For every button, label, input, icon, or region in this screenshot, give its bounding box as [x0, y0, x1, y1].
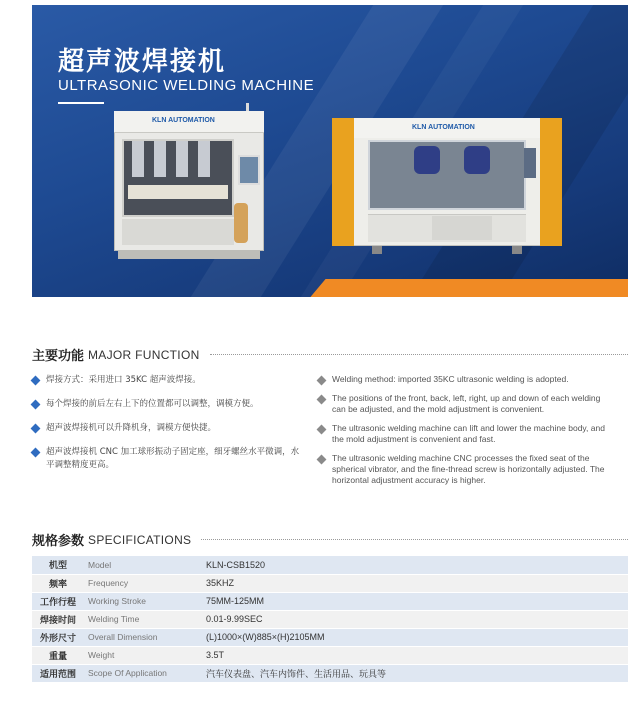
spec-value: KLN-CSB1520 — [192, 556, 628, 574]
section-divider — [201, 539, 628, 540]
spec-key-en: Working Stroke — [84, 592, 192, 610]
spec-key-cn: 重量 — [32, 646, 84, 664]
welding-head — [176, 141, 188, 177]
spec-value: 汽车仪表盘、汽车内饰件、生活用品、玩具等 — [192, 664, 628, 682]
major-function-header — [32, 345, 628, 364]
table-row — [32, 574, 628, 592]
spec-key-en: Weight — [84, 646, 192, 664]
diamond-bullet-icon — [317, 455, 327, 465]
table-row — [32, 556, 628, 574]
spec-key-en: Frequency — [84, 574, 192, 592]
specifications-header — [32, 530, 628, 549]
spec-key-cn: 外形尺寸 — [32, 628, 84, 646]
section-title-en: SPECIFICATIONS — [88, 532, 192, 547]
spec-key-en: Welding Time — [84, 610, 192, 628]
list-item — [318, 393, 608, 415]
table-row — [32, 664, 628, 682]
list-item — [32, 398, 302, 411]
list-item — [32, 374, 302, 387]
spec-value: 3.5T — [192, 646, 628, 664]
list-item-text: 焊接方式：采用进口 35KC 超声波焊接。 — [46, 375, 201, 385]
welding-head — [198, 141, 210, 177]
machine-leg — [372, 246, 382, 254]
spec-key-cn: 机型 — [32, 556, 84, 574]
machine-photo-2 — [332, 118, 562, 250]
section-title-cn: 主要功能 — [32, 349, 85, 364]
spec-key-cn: 焊接时间 — [32, 610, 84, 628]
machine-logo: KLN AUTOMATION — [412, 124, 475, 131]
spec-value: 35KHZ — [192, 574, 628, 592]
machine-cylinder — [234, 203, 248, 243]
list-item — [32, 446, 302, 472]
banner-title-cn: 超声波焊接机 — [58, 47, 227, 77]
diamond-bullet-icon — [31, 424, 41, 434]
hero-banner — [32, 5, 628, 297]
list-item-text: The ultrasonic welding machine can lift and lower the machine body, and the mold adjustment is convenient and fast. — [332, 423, 605, 444]
table-row — [32, 628, 628, 646]
table-row — [32, 646, 628, 664]
spec-table — [32, 556, 628, 683]
list-item-text: The ultrasonic welding machine CNC processes the fixed seat of the spherical vibrator, and the fine-thread screw is horizontally adjusted. The horizontal adjustment accuracy is higher. — [332, 453, 605, 485]
spec-key-cn: 频率 — [32, 574, 84, 592]
machine-logo: KLN AUTOMATION — [152, 117, 215, 124]
list-item — [318, 374, 608, 385]
diamond-bullet-icon — [31, 376, 41, 386]
machine-window — [368, 140, 526, 210]
list-item-text: 超声波焊接机可以升降机身，调模方便快捷。 — [46, 423, 217, 433]
spec-key-cn: 适用范围 — [32, 664, 84, 682]
table-row — [32, 592, 628, 610]
diamond-bullet-icon — [317, 395, 327, 405]
list-item-text: The positions of the front, back, left, right, up and down of each welding can be adjusted, and the mold adjustment is convenient. — [332, 393, 601, 414]
spec-key-en: Model — [84, 556, 192, 574]
list-item — [318, 423, 608, 445]
robot-arm — [464, 146, 490, 174]
welding-head — [132, 141, 144, 177]
machine-legs — [118, 251, 260, 259]
spec-value: 0.01-9.99SEC — [192, 610, 628, 628]
list-item — [318, 453, 608, 486]
list-item — [32, 422, 302, 435]
spec-value: 75MM-125MM — [192, 592, 628, 610]
diamond-bullet-icon — [31, 448, 41, 458]
machine-photo-1 — [114, 111, 264, 259]
welding-head — [154, 141, 166, 177]
machine-pillar-right — [540, 118, 562, 246]
section-title-cn: 规格参数 — [32, 534, 85, 549]
machine-pillar-left — [332, 118, 354, 246]
work-plate — [128, 185, 228, 199]
section-title-en: MAJOR FUNCTION — [88, 347, 200, 362]
cabinet-door — [432, 216, 492, 240]
robot-arm — [414, 146, 440, 174]
control-panel — [238, 155, 260, 185]
spec-key-en: Overall Dimension — [84, 628, 192, 646]
function-list-en — [318, 374, 608, 494]
machine-base — [122, 219, 234, 245]
banner-title-en: ULTRASONIC WELDING MACHINE — [58, 77, 315, 94]
machine-leg — [512, 246, 522, 254]
banner-accent-orange — [310, 279, 628, 297]
table-row — [32, 610, 628, 628]
spec-value: (L)1000×(W)885×(H)2105MM — [192, 628, 628, 646]
function-list-cn — [32, 374, 302, 483]
section-divider — [210, 354, 628, 355]
banner-title-underline — [58, 102, 104, 104]
diamond-bullet-icon — [317, 425, 327, 435]
control-panel — [524, 148, 536, 178]
diamond-bullet-icon — [317, 376, 327, 386]
spec-key-en: Scope Of Application — [84, 664, 192, 682]
list-item-text: Welding method: imported 35KC ultrasonic welding is adopted. — [332, 374, 569, 384]
list-item-text: 超声波焊接机 CNC 加工球形振动子固定座，细牙螺丝水平微调，水平调整精度更高。 — [46, 447, 300, 470]
spec-key-cn: 工作行程 — [32, 592, 84, 610]
diamond-bullet-icon — [31, 400, 41, 410]
list-item-text: 每个焊接的前后左右上下的位置都可以调整，调模方便。 — [46, 399, 259, 409]
